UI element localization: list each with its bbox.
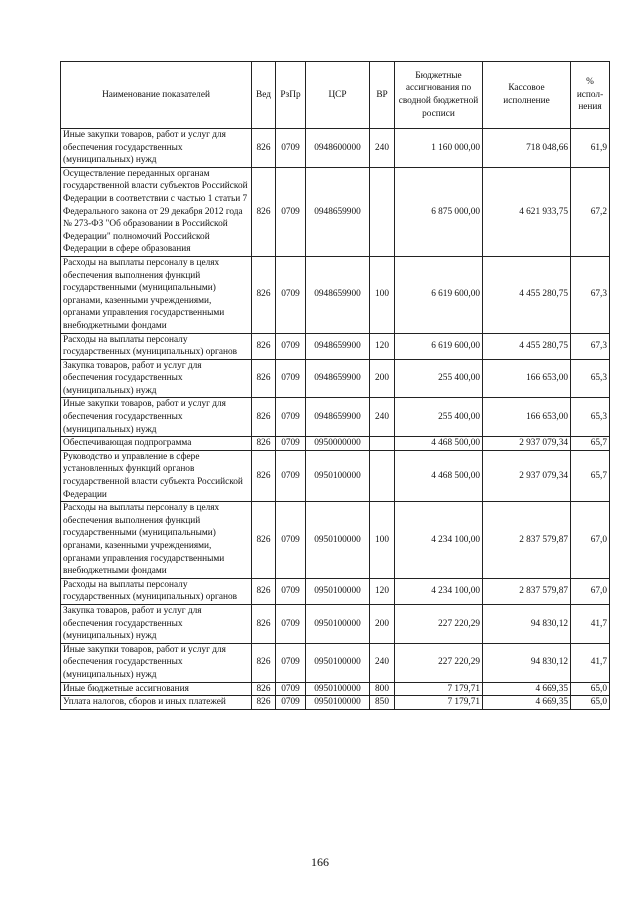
row-csr-cell: 0950100000 xyxy=(306,578,370,604)
row-ved-cell: 826 xyxy=(252,333,276,359)
header-budget: Бюджетные ассигнования по сводной бюджетной росписи xyxy=(395,62,483,129)
row-name-cell: Закупка товаров, работ и услуг для обеспечения государственных (муниципальных) нужд xyxy=(61,604,252,643)
table-row xyxy=(61,682,610,696)
row-cash-cell: 2 937 079,34 xyxy=(483,450,571,501)
header-csr: ЦСР xyxy=(306,62,370,129)
row-rzpr-cell: 0709 xyxy=(276,129,306,168)
row-csr-cell: 0950100000 xyxy=(306,643,370,682)
header-pct: % испол-нения xyxy=(571,62,610,129)
row-csr-cell: 0948659900 xyxy=(306,167,370,256)
table-row xyxy=(61,450,610,501)
row-csr-cell: 0950100000 xyxy=(306,502,370,579)
table-row xyxy=(61,604,610,643)
row-ved-cell: 826 xyxy=(252,450,276,501)
table-row xyxy=(61,256,610,333)
row-cash-cell: 4 669,35 xyxy=(483,682,571,696)
row-pct-cell: 41,7 xyxy=(571,604,610,643)
row-cash-cell: 94 830,12 xyxy=(483,643,571,682)
row-vr-cell: 200 xyxy=(370,604,395,643)
header-vr: ВР xyxy=(370,62,395,129)
row-name-cell: Иные закупки товаров, работ и услуг для обеспечения государственных (муниципальных) нужд xyxy=(61,129,252,168)
row-vr-cell xyxy=(370,167,395,256)
row-ved-cell: 826 xyxy=(252,682,276,696)
row-ved-cell: 826 xyxy=(252,643,276,682)
row-pct-cell: 67,0 xyxy=(571,578,610,604)
row-csr-cell: 0948659900 xyxy=(306,333,370,359)
row-name-cell: Иные закупки товаров, работ и услуг для обеспечения государственных (муниципальных) нужд xyxy=(61,643,252,682)
row-vr-cell xyxy=(370,437,395,451)
table-row xyxy=(61,167,610,256)
row-name-cell: Уплата налогов, сборов и иных платежей xyxy=(61,696,252,710)
table-row xyxy=(61,129,610,168)
table-row xyxy=(61,359,610,398)
row-budget-cell: 1 160 000,00 xyxy=(395,129,483,168)
row-ved-cell: 826 xyxy=(252,398,276,437)
row-name-cell: Осуществление переданных органам государственной власти субъектов Российской Федерации в соответствии с частью 1 статьи 7 Федерального закона от 29 декабря 2012 года № 273-ФЗ "Об образовании в Российской Федерации" полномочий Российской Федерации в сфере образования xyxy=(61,167,252,256)
row-budget-cell: 6 875 000,00 xyxy=(395,167,483,256)
row-pct-cell: 67,0 xyxy=(571,502,610,579)
row-csr-cell: 0948659900 xyxy=(306,256,370,333)
row-rzpr-cell: 0709 xyxy=(276,437,306,451)
header-rzpr: РзПр xyxy=(276,62,306,129)
row-name-cell: Руководство и управление в сфере установленных функций органов государственной власти субъекта Российской Федерации xyxy=(61,450,252,501)
row-budget-cell: 7 179,71 xyxy=(395,696,483,710)
table-header-row xyxy=(61,62,610,129)
row-vr-cell xyxy=(370,450,395,501)
row-cash-cell: 4 669,35 xyxy=(483,696,571,710)
row-vr-cell: 240 xyxy=(370,129,395,168)
table-row xyxy=(61,696,610,710)
row-budget-cell: 227 220,29 xyxy=(395,643,483,682)
page-number: 166 xyxy=(311,855,329,869)
row-vr-cell: 200 xyxy=(370,359,395,398)
row-budget-cell: 7 179,71 xyxy=(395,682,483,696)
row-vr-cell: 240 xyxy=(370,398,395,437)
row-budget-cell: 6 619 600,00 xyxy=(395,333,483,359)
row-rzpr-cell: 0709 xyxy=(276,359,306,398)
row-pct-cell: 67,3 xyxy=(571,256,610,333)
row-budget-cell: 6 619 600,00 xyxy=(395,256,483,333)
row-rzpr-cell: 0709 xyxy=(276,604,306,643)
row-cash-cell: 4 455 280,75 xyxy=(483,256,571,333)
row-rzpr-cell: 0709 xyxy=(276,578,306,604)
row-cash-cell: 166 653,00 xyxy=(483,398,571,437)
row-pct-cell: 65,3 xyxy=(571,398,610,437)
row-rzpr-cell: 0709 xyxy=(276,450,306,501)
row-pct-cell: 65,7 xyxy=(571,450,610,501)
row-pct-cell: 65,0 xyxy=(571,682,610,696)
row-rzpr-cell: 0709 xyxy=(276,333,306,359)
table-row xyxy=(61,333,610,359)
row-ved-cell: 826 xyxy=(252,129,276,168)
row-vr-cell: 100 xyxy=(370,256,395,333)
row-csr-cell: 0950100000 xyxy=(306,604,370,643)
row-name-cell: Расходы на выплаты персоналу государственных (муниципальных) органов xyxy=(61,578,252,604)
row-vr-cell: 850 xyxy=(370,696,395,710)
row-pct-cell: 67,3 xyxy=(571,333,610,359)
row-csr-cell: 0950000000 xyxy=(306,437,370,451)
row-vr-cell: 240 xyxy=(370,643,395,682)
row-vr-cell: 800 xyxy=(370,682,395,696)
budget-execution-table xyxy=(60,61,610,710)
row-rzpr-cell: 0709 xyxy=(276,696,306,710)
row-pct-cell: 41,7 xyxy=(571,643,610,682)
row-cash-cell: 2 937 079,34 xyxy=(483,437,571,451)
row-ved-cell: 826 xyxy=(252,578,276,604)
row-name-cell: Обеспечивающая подпрограмма xyxy=(61,437,252,451)
row-vr-cell: 120 xyxy=(370,333,395,359)
header-cash: Кассовое исполнение xyxy=(483,62,571,129)
row-vr-cell: 120 xyxy=(370,578,395,604)
row-cash-cell: 4 455 280,75 xyxy=(483,333,571,359)
table-row xyxy=(61,643,610,682)
row-budget-cell: 255 400,00 xyxy=(395,359,483,398)
table-body xyxy=(61,129,610,710)
row-rzpr-cell: 0709 xyxy=(276,502,306,579)
row-rzpr-cell: 0709 xyxy=(276,643,306,682)
row-cash-cell: 94 830,12 xyxy=(483,604,571,643)
row-name-cell: Иные бюджетные ассигнования xyxy=(61,682,252,696)
table-row xyxy=(61,437,610,451)
header-name: Наименование показателей xyxy=(61,62,252,129)
row-ved-cell: 826 xyxy=(252,696,276,710)
row-budget-cell: 255 400,00 xyxy=(395,398,483,437)
row-vr-cell: 100 xyxy=(370,502,395,579)
row-rzpr-cell: 0709 xyxy=(276,398,306,437)
row-csr-cell: 0948600000 xyxy=(306,129,370,168)
row-ved-cell: 826 xyxy=(252,167,276,256)
row-csr-cell: 0950100000 xyxy=(306,450,370,501)
row-csr-cell: 0948659900 xyxy=(306,398,370,437)
row-pct-cell: 65,3 xyxy=(571,359,610,398)
row-rzpr-cell: 0709 xyxy=(276,682,306,696)
row-cash-cell: 166 653,00 xyxy=(483,359,571,398)
table-row xyxy=(61,578,610,604)
row-csr-cell: 0950100000 xyxy=(306,696,370,710)
row-ved-cell: 826 xyxy=(252,256,276,333)
row-name-cell: Расходы на выплаты персоналу государственных (муниципальных) органов xyxy=(61,333,252,359)
row-rzpr-cell: 0709 xyxy=(276,167,306,256)
row-name-cell: Расходы на выплаты персоналу в целях обеспечения выполнения функций государственными (муниципальными) органами, казенными учреждениями, органами управления государственными внебюджетными фондами xyxy=(61,502,252,579)
table-row xyxy=(61,502,610,579)
header-ved: Вед xyxy=(252,62,276,129)
row-name-cell: Расходы на выплаты персоналу в целях обеспечения выполнения функций государственными (муниципальными) органами, казенными учреждениями, органами управления государственными внебюджетными фондами xyxy=(61,256,252,333)
row-budget-cell: 4 468 500,00 xyxy=(395,437,483,451)
row-pct-cell: 65,7 xyxy=(571,437,610,451)
row-budget-cell: 4 468 500,00 xyxy=(395,450,483,501)
row-rzpr-cell: 0709 xyxy=(276,256,306,333)
row-pct-cell: 67,2 xyxy=(571,167,610,256)
row-pct-cell: 61,9 xyxy=(571,129,610,168)
row-cash-cell: 4 621 933,75 xyxy=(483,167,571,256)
row-ved-cell: 826 xyxy=(252,604,276,643)
row-name-cell: Иные закупки товаров, работ и услуг для обеспечения государственных (муниципальных) нужд xyxy=(61,398,252,437)
row-pct-cell: 65,0 xyxy=(571,696,610,710)
row-budget-cell: 4 234 100,00 xyxy=(395,578,483,604)
row-ved-cell: 826 xyxy=(252,359,276,398)
row-budget-cell: 227 220,29 xyxy=(395,604,483,643)
row-csr-cell: 0950100000 xyxy=(306,682,370,696)
row-cash-cell: 718 048,66 xyxy=(483,129,571,168)
row-budget-cell: 4 234 100,00 xyxy=(395,502,483,579)
table-row xyxy=(61,398,610,437)
row-name-cell: Закупка товаров, работ и услуг для обеспечения государственных (муниципальных) нужд xyxy=(61,359,252,398)
row-ved-cell: 826 xyxy=(252,437,276,451)
row-ved-cell: 826 xyxy=(252,502,276,579)
row-cash-cell: 2 837 579,87 xyxy=(483,502,571,579)
row-csr-cell: 0948659900 xyxy=(306,359,370,398)
row-cash-cell: 2 837 579,87 xyxy=(483,578,571,604)
